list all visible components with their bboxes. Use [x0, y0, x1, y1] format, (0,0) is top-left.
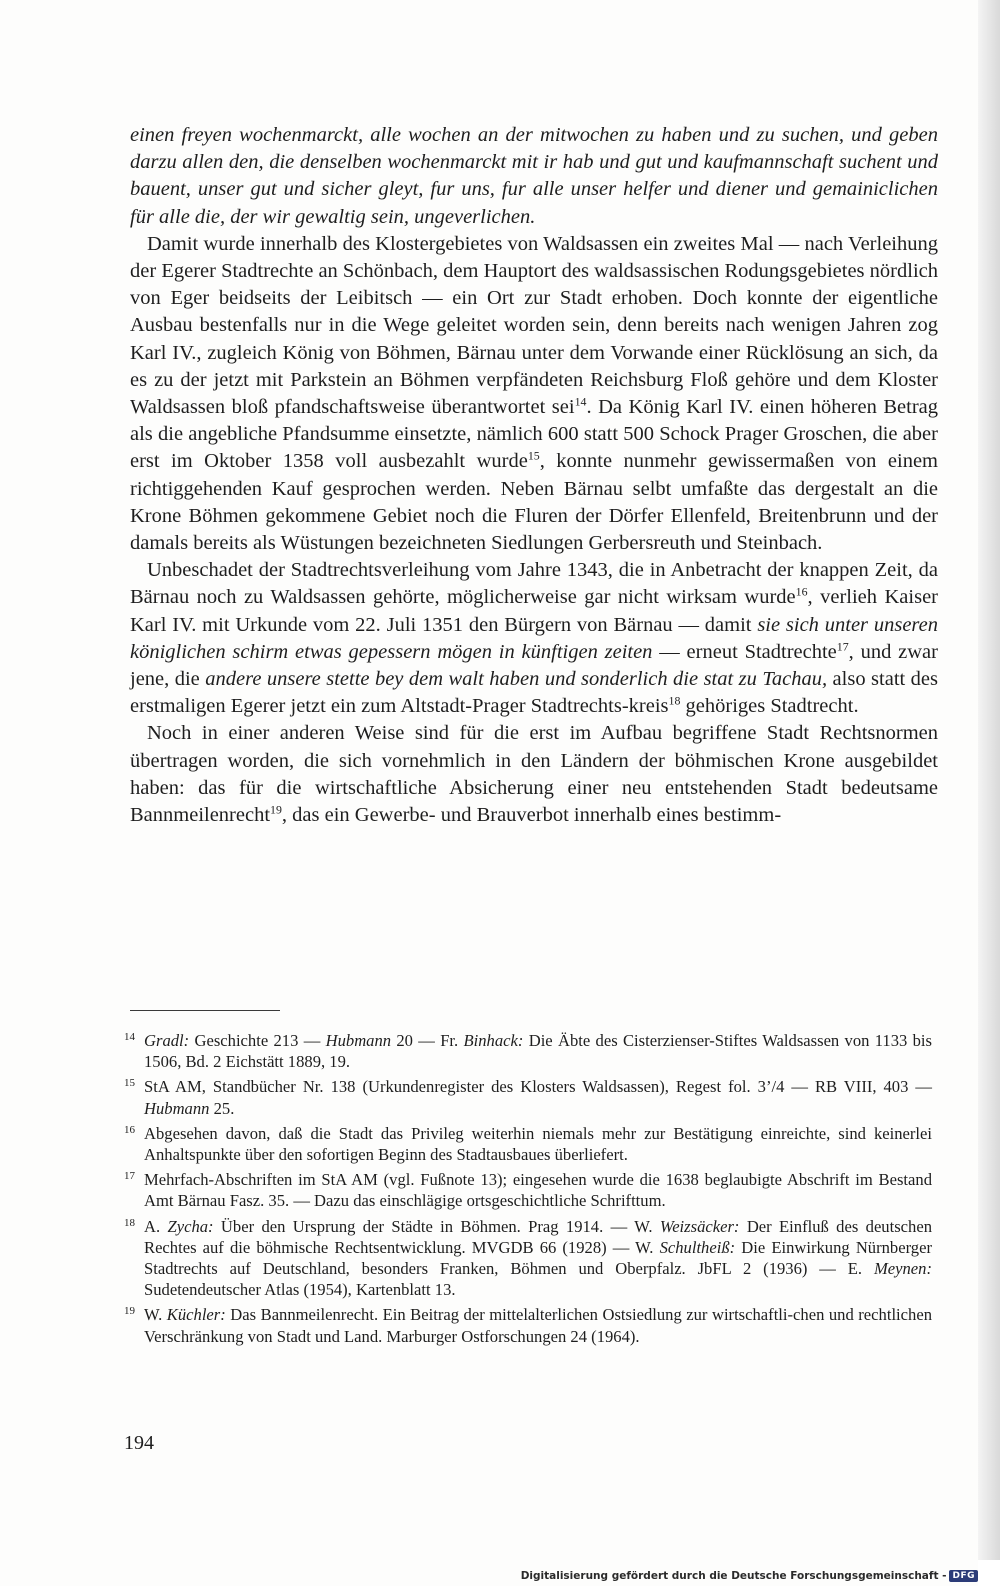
italic-quote: Hubmann	[325, 1031, 392, 1050]
text-run: W.	[144, 1305, 167, 1325]
text-run: , und zwar jene, die	[130, 640, 938, 691]
footnote-number: 15	[124, 1077, 135, 1090]
footnote-15	[124, 1076, 932, 1118]
dfg-banner	[521, 1570, 978, 1582]
footnote-ref: 14	[574, 394, 587, 409]
footnotes	[124, 1030, 932, 1351]
text-run: Mehrfach-Abschriften im StA AM (vgl. Fußnote 13); eingesehen wurde die 1638 beglaubigte Abschrift im Bestand Amt Bärnau Fasz. 35. — Dazu das einschlägige ortsgeschichtliche Schrifttum.	[144, 1170, 932, 1211]
footnote-number: 14	[124, 1031, 135, 1043]
dfg-banner-text: Digitalisierung gefördert durch die Deutsche Forschungsgemeinschaft -	[520, 1570, 947, 1582]
text-run: 20 — Fr.	[391, 1031, 464, 1050]
paragraph	[130, 720, 938, 829]
footnote-ref: 16	[795, 585, 808, 600]
text-run: Unbeschadet der Stadtrechtsverleihung vom Jahre 1343, die in Anbetracht der knappen Zeit, da Bärnau noch zu Waldsassen gehörte, möglicherweise gar nicht wirksam wurde	[130, 559, 938, 609]
footnote-14	[124, 1030, 932, 1072]
text-run: Geschichte 213 —	[189, 1031, 326, 1050]
text-run: Das Bannmeilenrecht. Ein Beitrag der mittelalterlichen Ostsiedlung zur wirtschaftli-chen und rechtlichen Verschränkung von Stadt und Land. Marburger Ostforschungen 24 (1964).	[144, 1305, 932, 1346]
footnote-number: 16	[124, 1123, 135, 1136]
italic-quote: Zycha:	[167, 1216, 214, 1236]
text-run: Damit wurde innerhalb des Klostergebietes von Waldsassen ein zweites Mal — nach Verleihung der Egerer Stadtrechte an Schönbach, dem Hauptort des waldsassischen Rodungsgebietes nördlich von Eger beidseits der Leibitsch — ein Ort zur Stadt erhoben. Doch konnte der eigentliche Ausbau bestenfalls nur in die Wege geleitet worden sein, denn bereits nach wenigen Jahren zog Karl IV., zugleich König von Böhmen, Bärnau unter dem Vorwande einer Rücklösung an sich, da es zu der jetzt mit Parkstein an Böhmen verpfändeten Reichsburg Floß gehöre und dem Kloster Waldsassen bloß pfandschaftsweise überantwortet sei	[130, 232, 938, 419]
italic-quote: sie sich unter unseren königlichen schirm etwas gepessern mögen in künftigen zeiten	[130, 613, 938, 663]
italic-quote: Küchler:	[166, 1305, 226, 1325]
text-run: StA AM, Standbücher Nr. 138 (Urkundenregister des Klosters Waldsassen), Regest fol. 3’/4 — RB VIII, 403 —	[144, 1077, 932, 1097]
paragraph	[130, 557, 938, 720]
text-run: , konnte nunmehr gewissermaßen von einem richtiggehenden Kauf gesprochen werden. Neben Bärnau selbt umfaßte das dergestalt an die Krone Böhmen gekommene Gebiet noch die Fluren der Dörfer Ellenfeld, Breitenbrunn und der damals bereits als Wüstungen bezeichneten Siedlungen Gerbersreuth und Steinbach.	[130, 450, 938, 555]
text-run: , das ein Gewerbe- und Brauverbot innerhalb eines bestimm-	[281, 804, 782, 827]
paragraph	[130, 122, 938, 231]
italic-quote: einen freyen wochenmarckt, alle wochen an der mitwochen zu haben und zu suchen, und geben darzu allen den, die denselben wochenmarckt mit ir hab und gut und kaufmannschaft suchent und bauent, unser gut und sicher gleyt, fur uns, fur alle unser helfer und diener und gemainiclichen für alle die, der wir gewaltig sein, ungeverlichen.	[130, 124, 938, 228]
page-number: 194	[124, 1432, 154, 1454]
footnote-ref: 17	[836, 639, 849, 654]
footnote-ref: 19	[270, 802, 282, 817]
text-run: gehöriges Stadtrecht.	[680, 695, 859, 718]
italic-quote: Gradl:	[144, 1031, 190, 1050]
footnote-17	[124, 1169, 932, 1211]
text-run: Über den Ursprung der Städte in Böhmen. Prag 1914. — W.	[213, 1216, 660, 1236]
footnote-16	[124, 1123, 932, 1165]
italic-quote: Schultheiß:	[659, 1237, 736, 1257]
dfg-logo: DFG	[949, 1570, 978, 1582]
text-run: also statt des erstmaligen Egerer jetzt ein zum Altstadt-Prager Stadtrechts-kreis	[130, 668, 938, 718]
footnote-number: 17	[124, 1170, 135, 1183]
footnote-number: 18	[124, 1216, 135, 1229]
italic-quote: Binhack:	[463, 1031, 524, 1050]
footnote-ref: 18	[668, 693, 681, 708]
italic-quote: Meynen:	[873, 1259, 932, 1279]
footnote-18	[124, 1216, 932, 1301]
text-run: 25.	[209, 1098, 235, 1118]
text-run: Noch in einer anderen Weise sind für die erst im Aufbau begriffene Stadt Rechtsnormen übertragen worden, die sich vornehmlich in den Ländern der böhmischen Krone ausgebildet haben: das für die wirtschaftliche Absicherung einer neu entstehenden Stadt bedeutsame Bannmeilenrecht	[130, 722, 938, 827]
text-run: Sudetendeutscher Atlas (1954), Kartenblatt 13.	[144, 1280, 456, 1300]
text-run: , verlieh Kaiser Karl IV. mit Urkunde vom 22. Juli 1351 den Bürgern von Bärnau — damit	[130, 586, 938, 636]
italic-quote: andere unsere stette bey dem walt haben und sonderlich die stat zu Tachau,	[205, 668, 828, 691]
footnote-divider	[130, 1010, 280, 1011]
text-run: Abgesehen davon, daß die Stadt das Privileg weiterhin niemals mehr zur Bestätigung einreichte, sind keinerlei Anhaltspunkte über den sofortigen Beginn des Stadtausbaues überliefert.	[144, 1123, 932, 1165]
footnote-number: 19	[124, 1305, 135, 1318]
text-run: Der Einfluß des deutschen Rechtes auf die böhmische Rechtsentwicklung. MVGDB 66 (1928) — W.	[144, 1216, 932, 1257]
footnote-ref: 15	[527, 449, 540, 464]
text-run: Die Äbte des Cisterzienser-Stiftes Waldsassen von 1133 bis 1506, Bd. 2 Eichstätt 1889, 19.	[144, 1031, 932, 1072]
scan-edge	[978, 0, 1000, 1560]
text-run: — erneut Stadtrechte	[652, 640, 837, 663]
italic-quote: Hubmann	[144, 1098, 210, 1118]
footnote-19	[124, 1304, 932, 1346]
main-text	[130, 122, 938, 829]
text-run: A.	[144, 1216, 168, 1236]
text-run: . Da König Karl IV. einen höheren Betrag als die angebliche Pfandsumme einsetzte, nämlich 600 statt 500 Schock Prager Groschen, die aber erst im Oktober 1358 voll ausbezahlt wurde	[130, 396, 939, 473]
paragraph	[130, 231, 938, 557]
text-run: Die Einwirkung Nürnberger Stadtrechts auf Deutschland, besonders Franken, Böhmen und Oberpfalz. JbFL 2 (1936) — E.	[144, 1237, 932, 1279]
italic-quote: Weizsäcker:	[659, 1216, 740, 1236]
